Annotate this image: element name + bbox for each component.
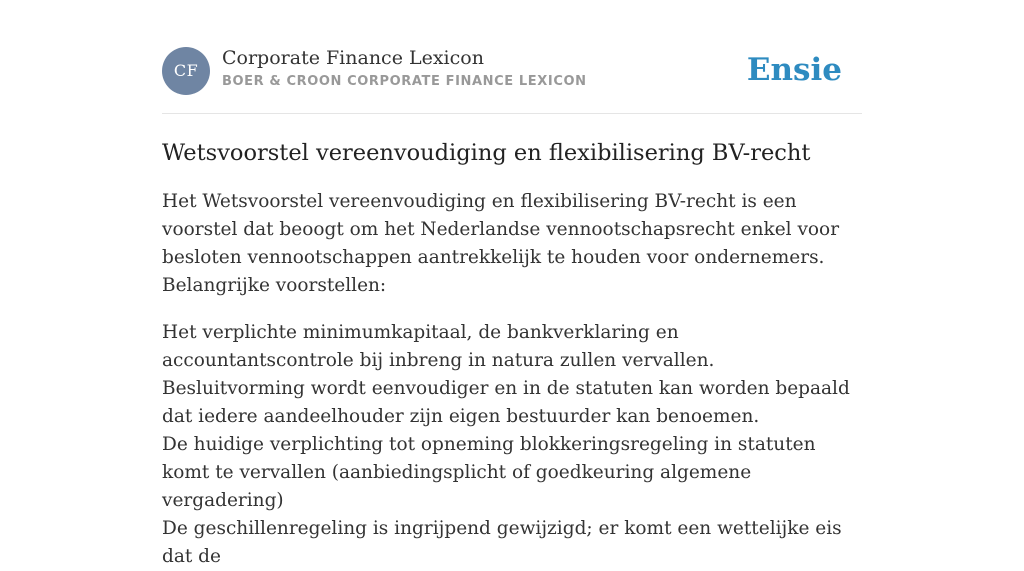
proposal-line: De huidige verplichting tot opneming blokkeringsregeling in statuten komt te vervallen (aanbiedingsplicht of goedkeuring algemene vergadering) (162, 434, 816, 511)
lexicon-title-block (222, 46, 587, 90)
lexicon-avatar[interactable]: CF (162, 47, 210, 95)
header (162, 46, 862, 96)
intro-paragraph: Het Wetsvoorstel vereenvoudiging en flexibilisering BV-recht is een voorstel dat beoogt om het Nederlandse vennootschapsrecht enkel voor besloten vennootschappen aantrekkelijk te houden voor ondernemers. Belangrijke voorstellen: (162, 191, 840, 296)
proposal-line: Het verplichte minimumkapitaal, de bankverklaring en accountantscontrole bij inbreng in natura zullen vervallen. (162, 322, 715, 371)
article (162, 136, 862, 571)
proposal-line: Besluitvorming wordt eenvoudiger en in de statuten kan worden bepaald dat iedere aandeelhouder zijn eigen bestuurder kan benoemen. (162, 378, 850, 427)
ensie-logo[interactable]: Ensie (746, 52, 842, 88)
article-title: Wetsvoorstel vereenvoudiging en flexibilisering BV-recht (162, 140, 811, 166)
lexicon-subtitle: BOER & CROON CORPORATE FINANCE LEXICON (222, 74, 587, 89)
header-divider (162, 113, 862, 114)
lexicon-title-link[interactable]: Corporate Finance Lexicon (222, 47, 484, 69)
proposal-line: De geschillenregeling is ingrijpend gewijzigd; er komt een wettelijke eis dat de (162, 518, 842, 567)
proposals-paragraph (162, 319, 862, 571)
